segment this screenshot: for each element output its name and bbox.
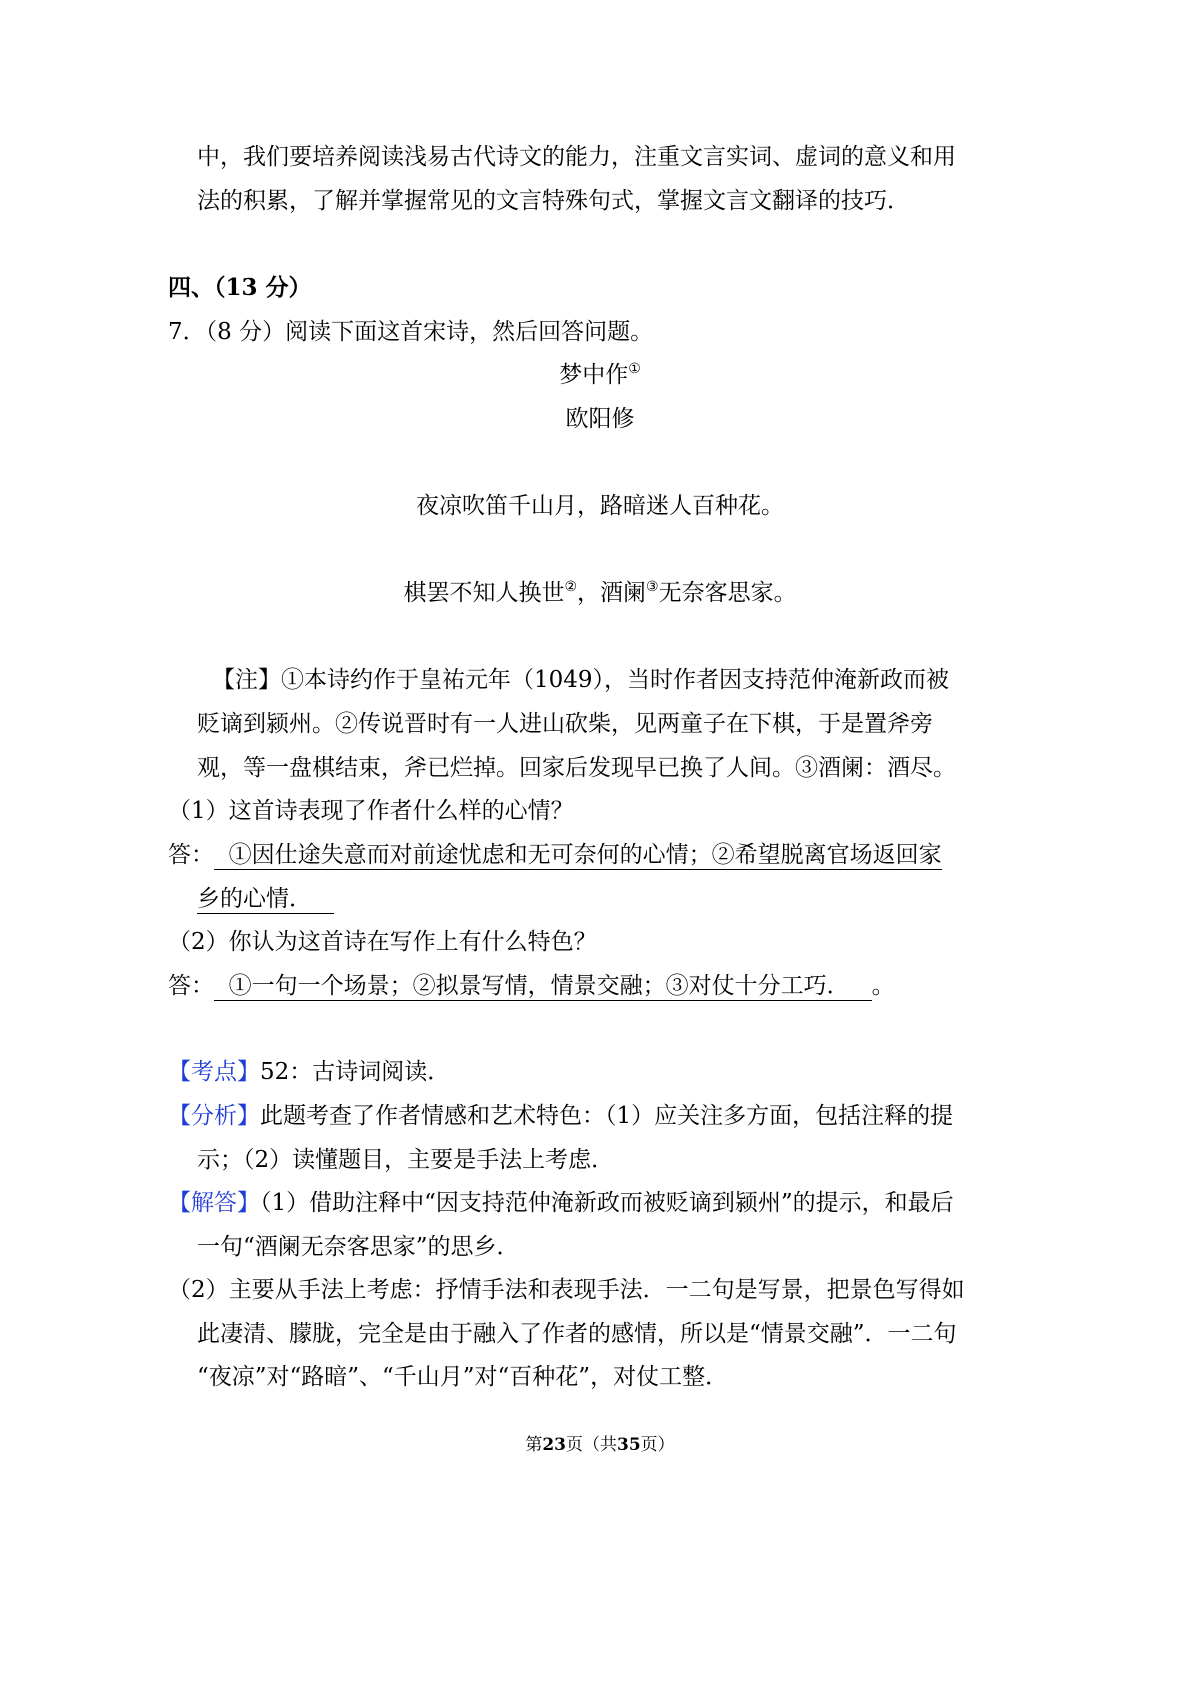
- jieda-line-1: [168, 1188, 954, 1218]
- poem-footnote-mark-3: ③: [646, 579, 659, 595]
- poem-line-2-part-a: 棋罢不知人换世: [403, 580, 565, 606]
- answer-2-prefix: 答：: [168, 973, 214, 999]
- kaodian-line: [168, 1057, 450, 1087]
- question-stem: 7．（8 分）阅读下面这首宋诗，然后回答问题。: [168, 319, 654, 345]
- poem-footnote-mark-2: ②: [564, 579, 577, 595]
- kaodian-text: 52：古诗词阅读．: [260, 1059, 451, 1085]
- poem-line-2-part-c: 无奈客思家。: [658, 580, 797, 606]
- answer-1-line-2: 乡的心情．: [197, 886, 334, 912]
- part2-line-2: 此凄清、朦胧，完全是由于融入了作者的感情，所以是“情景交融”．一二句: [197, 1321, 957, 1347]
- page-footer: [0, 1430, 1200, 1460]
- sub-question-1-answer-cont: [197, 884, 334, 914]
- sub-question-2-prompt: （2）你认为这首诗在写作上有什么特色？: [168, 929, 597, 955]
- footer-total-pages: 35: [617, 1435, 641, 1455]
- fenxi-line-1: [168, 1101, 953, 1131]
- poem-author: 欧阳修: [565, 406, 635, 432]
- poem-line-2-part-b: ，酒阑: [577, 580, 646, 606]
- fenxi-text-1: 此题考查了作者情感和艺术特色：（1）应关注多方面，包括注释的提: [260, 1103, 954, 1129]
- footer-page-number: 23: [542, 1435, 566, 1455]
- part2-line-3: “夜凉”对“路暗”、“千山月”对“百种花”，对仗工整．: [197, 1364, 729, 1390]
- sub-question-2-answer: [168, 971, 895, 1001]
- poem-line-2: [0, 578, 1200, 608]
- note-line-3: 观，等一盘棋结束，斧已烂掉。回家后发现早已换了人间。③酒阑：酒尽。: [197, 755, 956, 781]
- footer-suffix: 页）: [640, 1435, 675, 1455]
- poem-title-footnote-mark: ①: [628, 361, 641, 377]
- poem-title-text: 梦中作: [559, 362, 629, 388]
- sub-question-1-prompt: （1）这首诗表现了作者什么样的心情？: [168, 798, 574, 824]
- jieda-text-1: （1）借助注释中“因支持范仲淹新政而被贬谪到颍州”的提示，和最后: [260, 1190, 954, 1216]
- jieda-label: 【解答】: [168, 1190, 260, 1216]
- fenxi-label: 【分析】: [168, 1103, 260, 1129]
- intro-line-2: 法的积累，了解并掌握常见的文言特殊句式，掌握文言文翻译的技巧．: [197, 188, 910, 214]
- note-line-2: 贬谪到颍州。②传说晋时有一人进山砍柴，见两童子在下棋，于是置斧旁: [197, 711, 933, 737]
- answer-2-text: ①一句一个场景；②拟景写情，情景交融；③对仗十分工巧．: [214, 973, 872, 999]
- part2-line-1: （2）主要从手法上考虑：抒情手法和表现手法．一二句是写景，把景色写得如: [168, 1277, 965, 1303]
- section-heading: 四、（13 分）: [168, 274, 312, 301]
- kaodian-label: 【考点】: [168, 1059, 260, 1085]
- poem-title: [0, 360, 1200, 390]
- footer-prefix: 第: [525, 1435, 543, 1455]
- answer-2-suffix: 。: [871, 973, 895, 999]
- poem-line-1: 夜凉吹笛千山月，路暗迷人百种花。: [416, 493, 784, 519]
- jieda-line-2: 一句“酒阑无奈客思家”的思乡．: [197, 1234, 520, 1260]
- answer-1-prefix: 答：: [168, 842, 214, 868]
- footer-middle: 页（共: [566, 1435, 617, 1455]
- intro-line-1: 中，我们要培养阅读浅易古代诗文的能力，注重文言实词、虚词的意义和用: [197, 144, 956, 170]
- fenxi-line-2: 示；（2）读懂题目，主要是手法上考虑．: [197, 1147, 615, 1173]
- sub-question-1-answer: [168, 840, 942, 870]
- note-line-1: 【注】①本诗约作于皇祐元年（1049），当时作者因支持范仲淹新政而被: [212, 667, 950, 693]
- answer-1-line-1: ①因仕途失意而对前途忧虑和无可奈何的心情；②希望脱离官场返回家: [214, 842, 942, 868]
